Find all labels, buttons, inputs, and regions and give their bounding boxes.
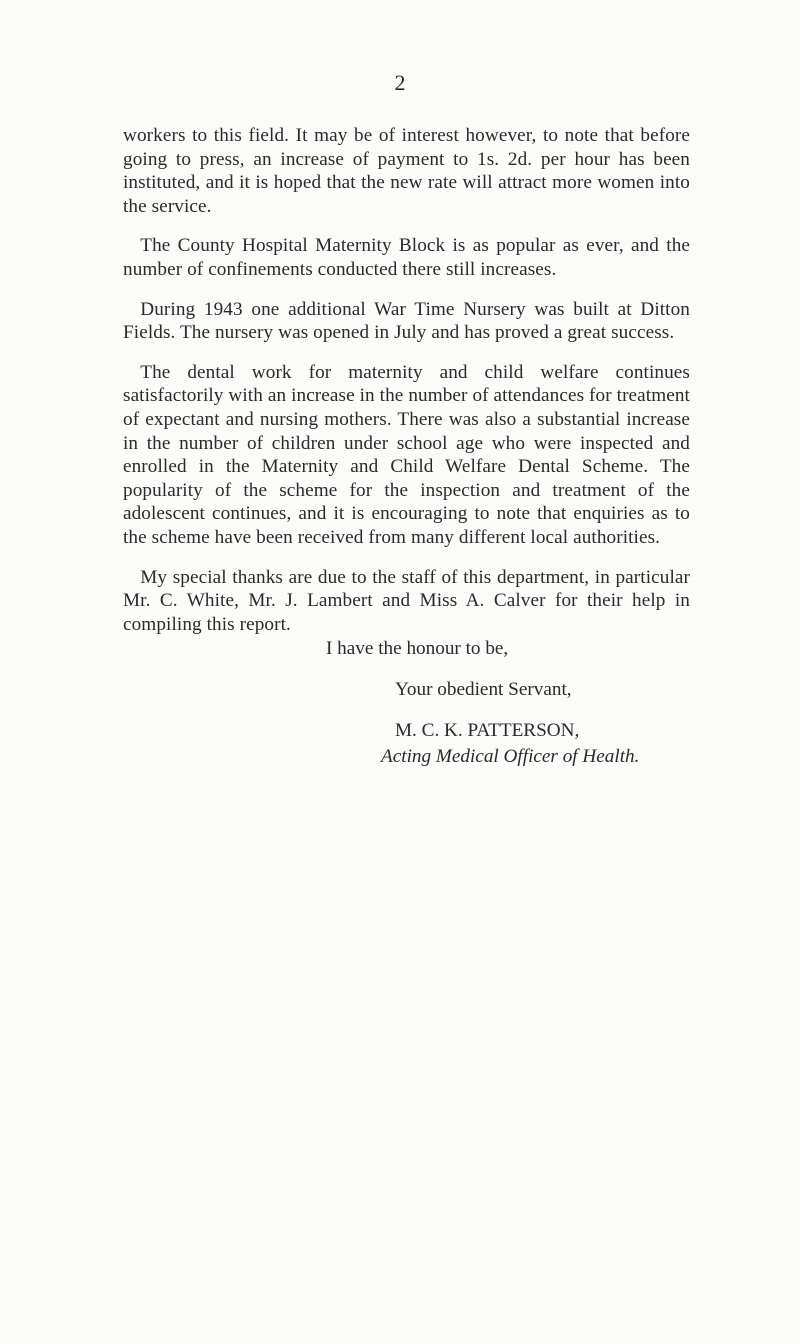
paragraph-special-thanks: My special thanks are due to the staff of this department, in particular Mr. C. White, Mr. J. Lambert and Miss A. Calver for their help in compiling this report. — [123, 566, 690, 635]
paragraph-county-hospital: The County Hospital Maternity Block is as popular as ever, and the number of confinements conducted there still increases. — [123, 235, 690, 280]
closing-honour-line: I have the honour to be, — [326, 638, 509, 659]
paragraph-war-time-nursery: During 1943 one additional War Time Nursery was built at Ditton Fields. The nursery was opened in July and has proved a great success. — [123, 298, 690, 344]
paragraph-dental-work: The dental work for maternity and child welfare continues satisfactorily with an increase in the number of attendances for treatment of expectant and nursing mothers. There was also a substantial increase in the number of children under school age who were inspected and enrolled in the Maternity and Child Welfare Dental Scheme. The popularity of the scheme for the inspection and treatment of the adolescent continues, and it is encouraging to note that enquiries as to the scheme have been received from many different local authorities. — [123, 361, 690, 548]
signatory-name: M. C. K. PATTERSON, — [395, 720, 580, 741]
signatory-title: Acting Medical Officer of Health. — [381, 746, 640, 767]
page-number: 2 — [394, 70, 406, 95]
closing-servant-line: Your obedient Servant, — [395, 679, 572, 700]
paragraph-workers: workers to this field. It may be of interest however, to note that before going to press, an increase of payment to 1s. 2d. per hour has been instituted, and it is hoped that the new rate will attract more women into the service. — [123, 125, 690, 217]
report-body — [123, 124, 690, 652]
